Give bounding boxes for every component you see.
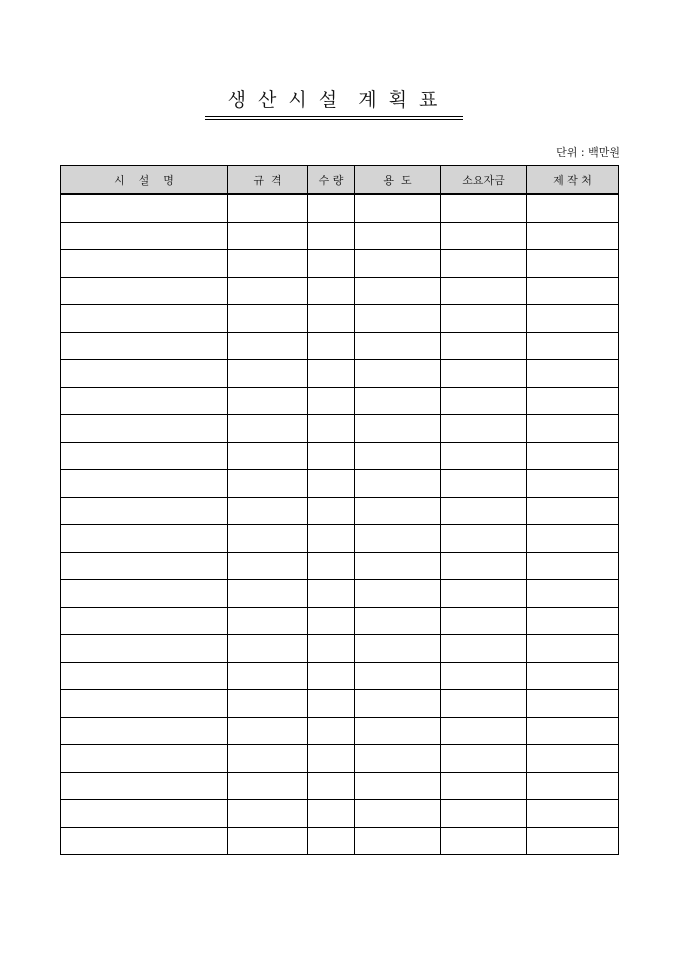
table-row — [61, 250, 619, 278]
header-quantity: 수 량 — [308, 166, 355, 195]
cell-spec — [228, 415, 308, 443]
cell-spec — [228, 305, 308, 333]
cell-purpose — [355, 497, 441, 525]
cell-facility-name — [61, 607, 228, 635]
cell-required-funds — [441, 745, 527, 773]
cell-spec — [228, 662, 308, 690]
cell-spec — [228, 717, 308, 745]
cell-purpose — [355, 745, 441, 773]
cell-manufacturer — [527, 635, 619, 663]
cell-manufacturer — [527, 690, 619, 718]
cell-manufacturer — [527, 525, 619, 553]
cell-required-funds — [441, 332, 527, 360]
cell-quantity — [308, 745, 355, 773]
unit-note: 단위 : 백만원 — [556, 146, 620, 159]
cell-required-funds — [441, 360, 527, 388]
cell-purpose — [355, 690, 441, 718]
cell-purpose — [355, 607, 441, 635]
cell-quantity — [308, 525, 355, 553]
header-facility-name: 시 설 명 — [61, 166, 228, 195]
table-row — [61, 442, 619, 470]
cell-manufacturer — [527, 497, 619, 525]
cell-purpose — [355, 662, 441, 690]
cell-facility-name — [61, 222, 228, 250]
cell-facility-name — [61, 800, 228, 828]
cell-quantity — [308, 580, 355, 608]
cell-purpose — [355, 194, 441, 222]
cell-quantity — [308, 305, 355, 333]
title-underline-top — [205, 116, 463, 117]
cell-required-funds — [441, 277, 527, 305]
cell-facility-name — [61, 717, 228, 745]
table-row — [61, 607, 619, 635]
cell-spec — [228, 497, 308, 525]
cell-quantity — [308, 552, 355, 580]
table-row — [61, 552, 619, 580]
cell-quantity — [308, 415, 355, 443]
cell-manufacturer — [527, 222, 619, 250]
cell-facility-name — [61, 827, 228, 855]
cell-quantity — [308, 360, 355, 388]
cell-spec — [228, 360, 308, 388]
table-row — [61, 745, 619, 773]
cell-facility-name — [61, 662, 228, 690]
cell-facility-name — [61, 442, 228, 470]
cell-purpose — [355, 635, 441, 663]
cell-quantity — [308, 690, 355, 718]
cell-spec — [228, 772, 308, 800]
cell-spec — [228, 470, 308, 498]
header-purpose: 용 도 — [355, 166, 441, 195]
cell-required-funds — [441, 662, 527, 690]
cell-purpose — [355, 222, 441, 250]
cell-facility-name — [61, 745, 228, 773]
document-title: 생 산 시 설 계 획 표 — [227, 89, 441, 111]
cell-facility-name — [61, 690, 228, 718]
cell-manufacturer — [527, 800, 619, 828]
cell-manufacturer — [527, 827, 619, 855]
cell-manufacturer — [527, 772, 619, 800]
cell-purpose — [355, 470, 441, 498]
cell-spec — [228, 552, 308, 580]
cell-facility-name — [61, 332, 228, 360]
cell-purpose — [355, 305, 441, 333]
cell-manufacturer — [527, 552, 619, 580]
cell-required-funds — [441, 497, 527, 525]
title-block — [205, 86, 463, 114]
table-row — [61, 580, 619, 608]
cell-purpose — [355, 442, 441, 470]
cell-spec — [228, 800, 308, 828]
table-row — [61, 827, 619, 855]
cell-required-funds — [441, 827, 527, 855]
cell-required-funds — [441, 442, 527, 470]
cell-manufacturer — [527, 360, 619, 388]
facility-plan-table — [60, 165, 619, 855]
table-body — [61, 194, 619, 855]
cell-facility-name — [61, 250, 228, 278]
cell-facility-name — [61, 415, 228, 443]
cell-purpose — [355, 552, 441, 580]
cell-purpose — [355, 415, 441, 443]
cell-quantity — [308, 607, 355, 635]
cell-spec — [228, 827, 308, 855]
cell-spec — [228, 277, 308, 305]
table-row — [61, 497, 619, 525]
cell-purpose — [355, 387, 441, 415]
cell-purpose — [355, 360, 441, 388]
cell-spec — [228, 387, 308, 415]
cell-quantity — [308, 772, 355, 800]
cell-quantity — [308, 277, 355, 305]
cell-manufacturer — [527, 470, 619, 498]
header-manufacturer: 제 작 처 — [527, 166, 619, 195]
table-row — [61, 194, 619, 222]
cell-required-funds — [441, 415, 527, 443]
cell-manufacturer — [527, 415, 619, 443]
cell-quantity — [308, 497, 355, 525]
cell-spec — [228, 222, 308, 250]
table-row — [61, 772, 619, 800]
cell-spec — [228, 635, 308, 663]
cell-required-funds — [441, 525, 527, 553]
cell-manufacturer — [527, 442, 619, 470]
cell-spec — [228, 607, 308, 635]
cell-facility-name — [61, 470, 228, 498]
cell-spec — [228, 332, 308, 360]
table-row — [61, 690, 619, 718]
cell-manufacturer — [527, 607, 619, 635]
cell-quantity — [308, 800, 355, 828]
cell-required-funds — [441, 387, 527, 415]
cell-facility-name — [61, 277, 228, 305]
title-underline-bottom — [205, 119, 463, 120]
table-row — [61, 415, 619, 443]
cell-manufacturer — [527, 580, 619, 608]
cell-quantity — [308, 635, 355, 663]
cell-quantity — [308, 332, 355, 360]
cell-manufacturer — [527, 277, 619, 305]
cell-manufacturer — [527, 250, 619, 278]
cell-required-funds — [441, 222, 527, 250]
cell-required-funds — [441, 580, 527, 608]
cell-required-funds — [441, 305, 527, 333]
cell-required-funds — [441, 800, 527, 828]
cell-purpose — [355, 800, 441, 828]
table-row — [61, 662, 619, 690]
cell-required-funds — [441, 470, 527, 498]
cell-purpose — [355, 332, 441, 360]
cell-facility-name — [61, 635, 228, 663]
cell-required-funds — [441, 250, 527, 278]
table-row — [61, 717, 619, 745]
cell-purpose — [355, 827, 441, 855]
cell-manufacturer — [527, 662, 619, 690]
cell-quantity — [308, 827, 355, 855]
cell-spec — [228, 525, 308, 553]
cell-facility-name — [61, 552, 228, 580]
header-spec: 규 격 — [228, 166, 308, 195]
cell-facility-name — [61, 387, 228, 415]
header-row — [61, 166, 619, 195]
table-row — [61, 470, 619, 498]
cell-required-funds — [441, 635, 527, 663]
table-row — [61, 387, 619, 415]
cell-facility-name — [61, 772, 228, 800]
cell-spec — [228, 690, 308, 718]
cell-facility-name — [61, 580, 228, 608]
cell-facility-name — [61, 194, 228, 222]
cell-manufacturer — [527, 194, 619, 222]
table-row — [61, 222, 619, 250]
cell-spec — [228, 745, 308, 773]
cell-spec — [228, 442, 308, 470]
table-row — [61, 635, 619, 663]
cell-facility-name — [61, 305, 228, 333]
cell-quantity — [308, 662, 355, 690]
cell-required-funds — [441, 717, 527, 745]
cell-manufacturer — [527, 717, 619, 745]
cell-purpose — [355, 580, 441, 608]
cell-required-funds — [441, 690, 527, 718]
header-required-funds: 소요자금 — [441, 166, 527, 195]
cell-required-funds — [441, 607, 527, 635]
cell-manufacturer — [527, 387, 619, 415]
cell-facility-name — [61, 497, 228, 525]
cell-purpose — [355, 717, 441, 745]
cell-facility-name — [61, 525, 228, 553]
table-row — [61, 277, 619, 305]
cell-manufacturer — [527, 305, 619, 333]
cell-quantity — [308, 387, 355, 415]
cell-manufacturer — [527, 332, 619, 360]
cell-required-funds — [441, 194, 527, 222]
cell-quantity — [308, 470, 355, 498]
table-row — [61, 332, 619, 360]
cell-facility-name — [61, 360, 228, 388]
table-row — [61, 800, 619, 828]
cell-quantity — [308, 442, 355, 470]
table-row — [61, 305, 619, 333]
cell-manufacturer — [527, 745, 619, 773]
cell-required-funds — [441, 552, 527, 580]
cell-required-funds — [441, 772, 527, 800]
table-row — [61, 360, 619, 388]
table-row — [61, 525, 619, 553]
cell-purpose — [355, 250, 441, 278]
cell-quantity — [308, 717, 355, 745]
cell-quantity — [308, 194, 355, 222]
cell-purpose — [355, 277, 441, 305]
cell-quantity — [308, 250, 355, 278]
cell-spec — [228, 194, 308, 222]
cell-purpose — [355, 772, 441, 800]
cell-spec — [228, 580, 308, 608]
cell-quantity — [308, 222, 355, 250]
cell-purpose — [355, 525, 441, 553]
cell-spec — [228, 250, 308, 278]
